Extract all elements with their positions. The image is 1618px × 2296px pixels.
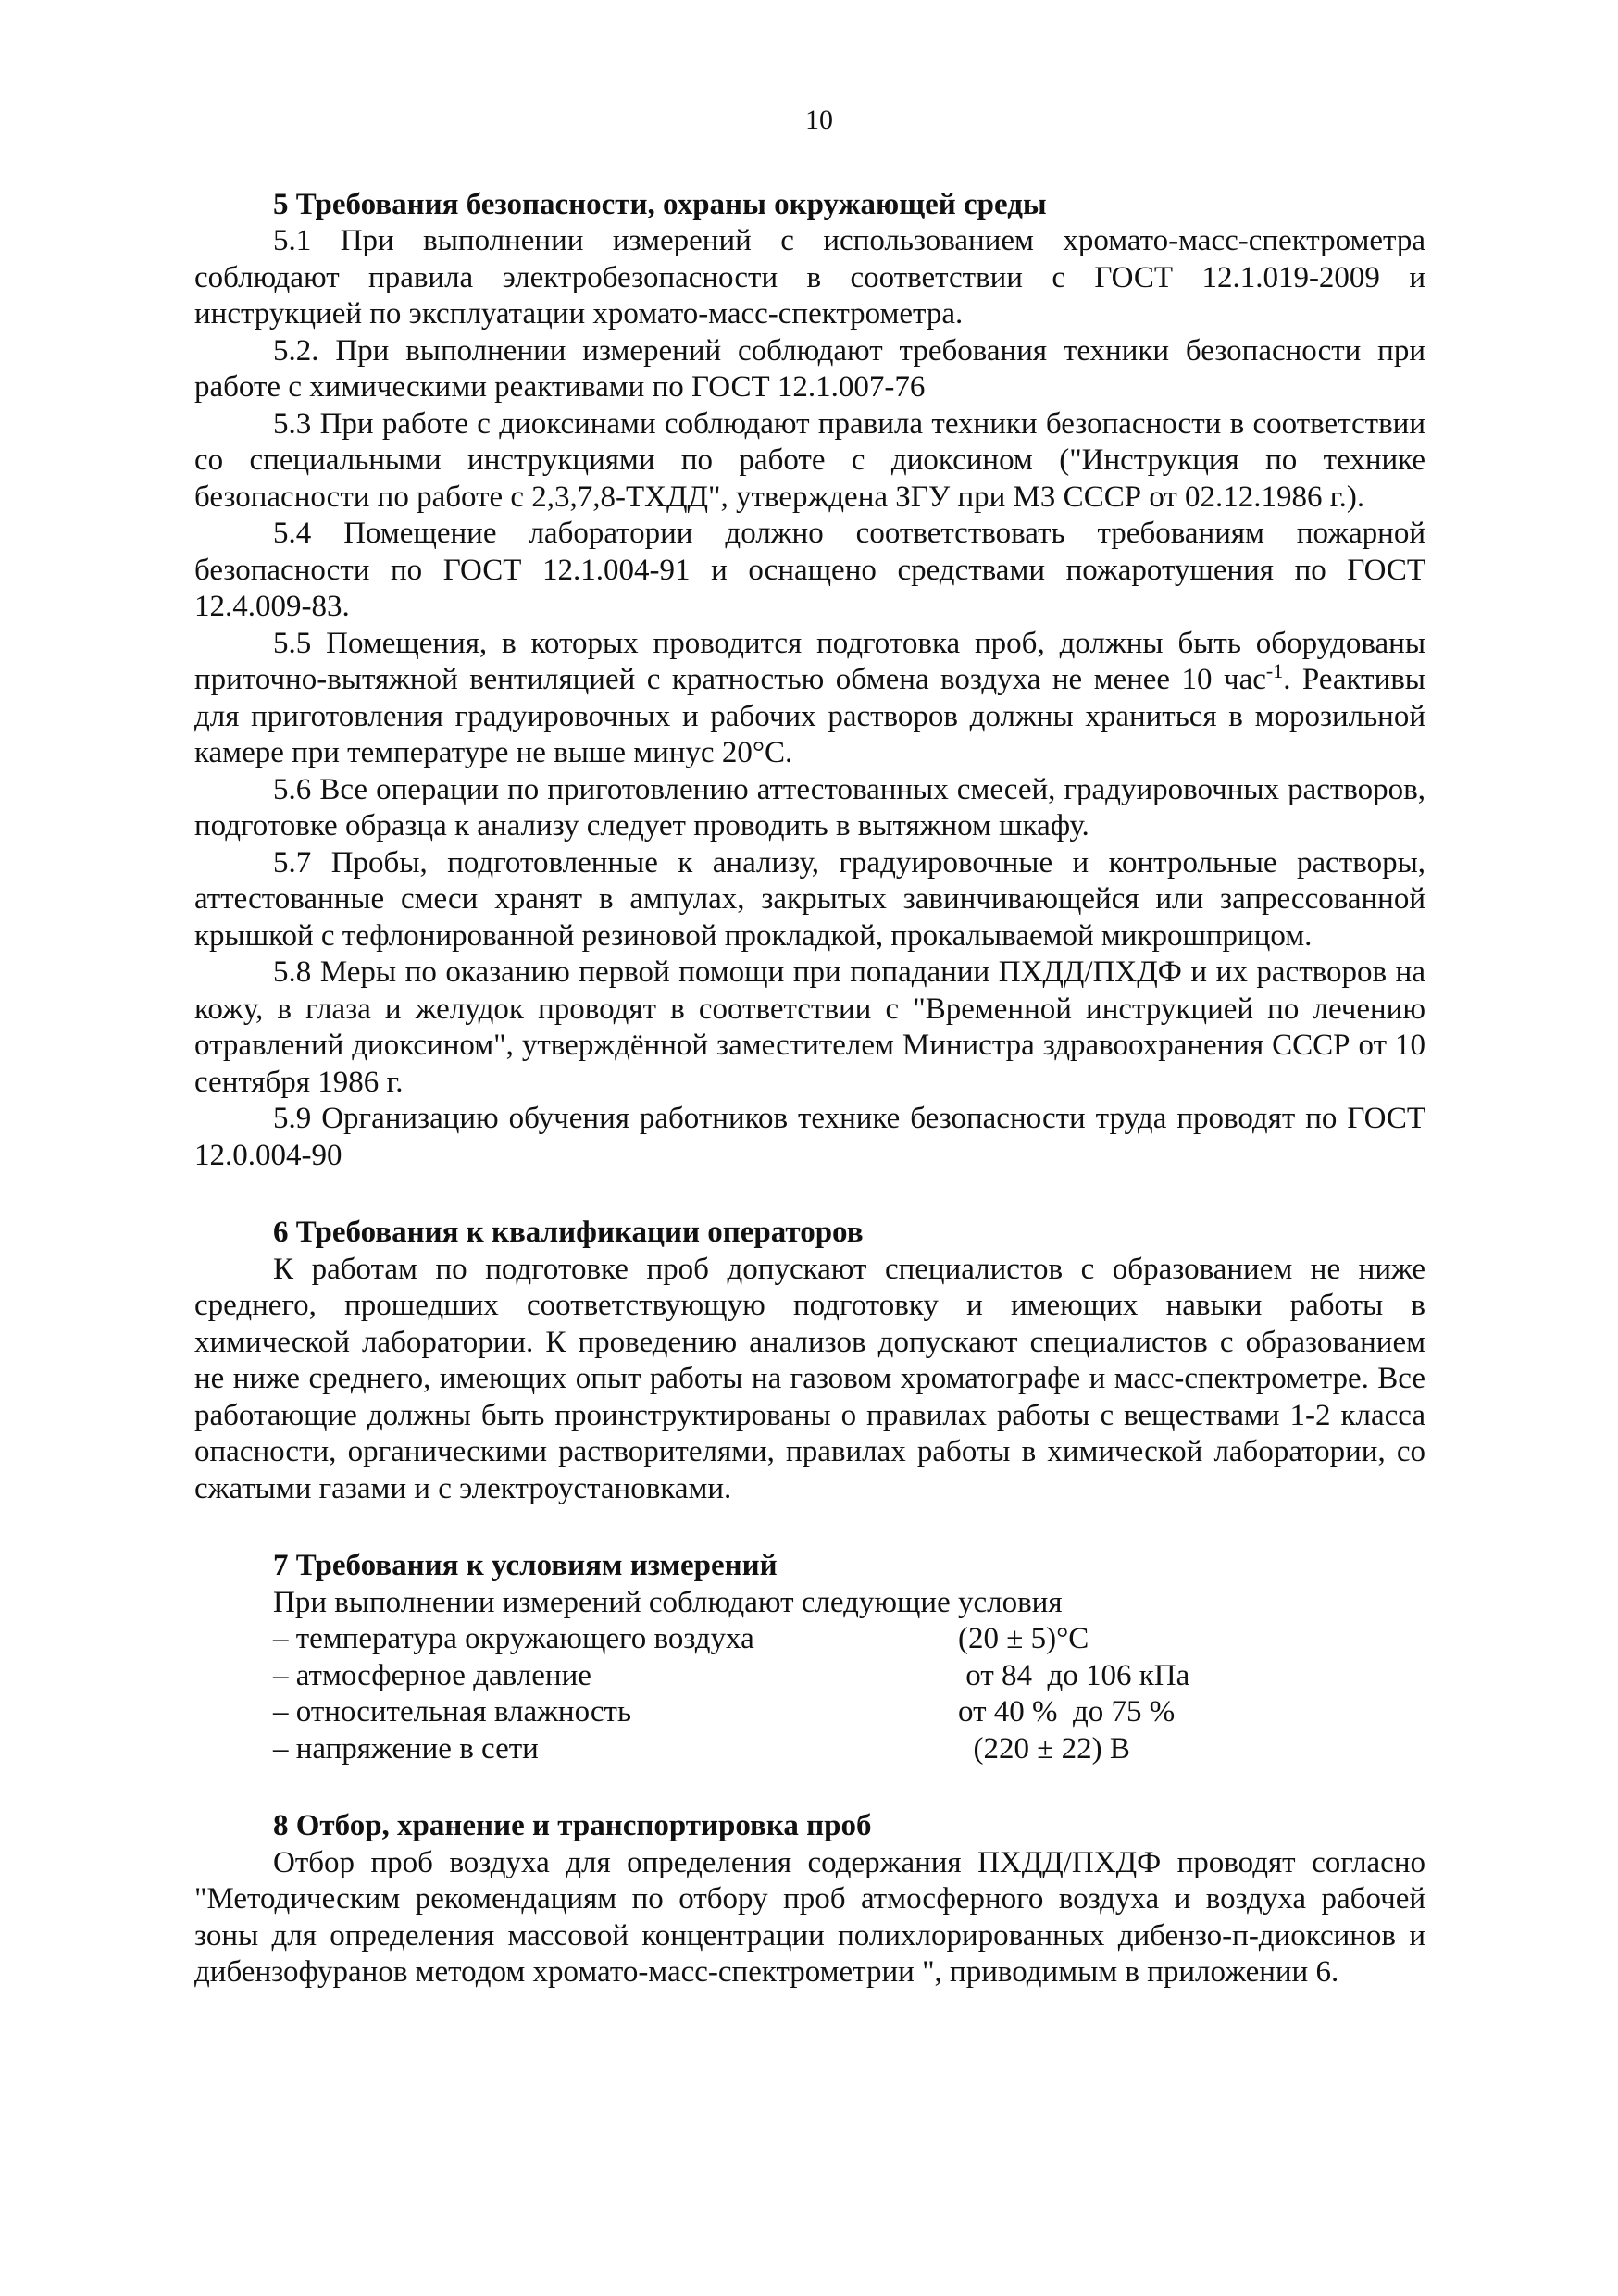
paragraph-5-8: 5.8 Меры по оказанию первой помощи при попадании ПХДД/ПХДФ и их растворов на кожу, в глаза и желудок проводят в соответствии с "Временной инструкцией по лечению отравлений диоксином", утверждённой заместителем Министра здравоохранения СССР от 10 сентября 1986 г. [194, 955, 1425, 1099]
condition-label: – атмосферное давление [273, 1658, 591, 1692]
section-7-heading: 7 Требования к условиям измерений [273, 1549, 778, 1582]
condition-label: – относительная влажность [273, 1695, 632, 1728]
paragraph-6: К работам по подготовке проб допускают специалистов с образованием не ниже среднего, прошедших соответствующую подготовку и имеющих навыки работы в химической лаборатории. К проведению анализов допускают специалистов с образованием не ниже среднего, имеющих опыт работы на газовом хроматографе и масс-спектрометре. Все работающие должны быть проинструктированы о правилах работы с веществами 1-2 класса опасности, органическими растворителями, правилах работы в химической лаборатории, со сжатыми газами и с электроустановками. [194, 1252, 1425, 1505]
condition-value: от 84 до 106 кПа [958, 1658, 1190, 1692]
section-6-qualification [194, 1215, 1425, 1507]
condition-value: от 40 % до 75 % [958, 1695, 1176, 1728]
paragraph-8: Отбор проб воздуха для определения содержания ПХДД/ПХДФ проводят согласно "Методическим рекомендациям по отбору проб атмосферного воздуха и воздуха рабочей зоны для определения массовой концентрации полихлорированных дибензо-п-диоксинов и дибензофуранов методом хромато-масс-спектрометрии ", приводимым в приложении 6. [194, 1845, 1425, 1989]
page-number: 10 [805, 105, 833, 135]
paragraph-5-5-text-after: . Реактивы для приготовления градуировочных и рабочих растворов должны храниться в морозильной камере при температуре не выше минус 20°С. [194, 663, 1425, 769]
section-8-heading: 8 Отбор, хранение и транспортировка проб [273, 1809, 872, 1842]
condition-label: – температура окружающего воздуха [273, 1622, 754, 1655]
paragraph-5-1: 5.1 При выполнении измерений с использованием хромато-масс-спектрометра соблюдают правила электробезопасности в соответствии с ГОСТ 12.1.019-2009 и инструкцией по эксплуатации хромато-масс-спектрометра. [194, 224, 1425, 331]
condition-row-pressure [194, 1658, 1425, 1695]
paragraph-5-3: 5.3 При работе с диоксинами соблюдают правила техники безопасности в соответствии со специальными инструкциями по работе с диоксином ("Инструкция по технике безопасности по работе с 2,3,7,8-ТХДД", утверждена ЗГУ при МЗ СССР от 02.12.1986 г.). [194, 406, 1425, 514]
paragraph-5-6: 5.6 Все операции по приготовлению аттестованных смесей, градуировочных растворов, подготовке образца к анализу следует проводить в вытяжном шкафу. [194, 772, 1425, 842]
condition-value: (220 ± 22) В [958, 1731, 1130, 1766]
condition-row-temperature [194, 1621, 1425, 1658]
condition-row-voltage [194, 1731, 1425, 1768]
conditions-intro: При выполнении измерений соблюдают следующие условия [273, 1585, 1063, 1619]
section-5-safety [194, 187, 1425, 1175]
paragraph-5-2: 5.2. При выполнении измерений соблюдают требования техники безопасности при работе с химическими реактивами по ГОСТ 12.1.007-76 [194, 333, 1425, 404]
section-8-sampling [194, 1808, 1425, 1991]
section-6-heading: 6 Требования к квалификации операторов [273, 1216, 864, 1249]
conditions-list [194, 1621, 1425, 1767]
condition-label: – напряжение в сети [273, 1731, 539, 1766]
paragraph-5-7: 5.7 Пробы, подготовленные к анализу, градуировочные и контрольные растворы, аттестованные смеси хранят в ампулах, закрытых завинчивающейся или запрессованной крышкой с тефлонированной резиновой прокладкой, прокалываемой микрошприцом. [194, 845, 1425, 953]
paragraph-5-9: 5.9 Организацию обучения работников технике безопасности труда проводят по ГОСТ 12.0.004-90 [194, 1102, 1425, 1172]
paragraph-5-4: 5.4 Помещение лаборатории должно соответствовать требованиям пожарной безопасности по ГОСТ 12.1.004-91 и оснащено средствами пожаротушения по ГОСТ 12.4.009-83. [194, 517, 1425, 623]
section-7-conditions [194, 1548, 1425, 1767]
paragraph-5-5-text-before: 5.5 Помещения, в которых проводится подготовка проб, должны быть оборудованы приточно-вытяжной вентиляцией с кратностью обмена воздуха не менее 10 час [194, 626, 1425, 696]
document-page [194, 102, 1425, 2032]
condition-row-humidity [194, 1694, 1425, 1731]
condition-value: (20 ± 5)°С [958, 1622, 1089, 1655]
section-5-heading: 5 Требования безопасности, охраны окружающей среды [273, 187, 1047, 221]
paragraph-5-5 [194, 626, 1425, 772]
paragraph-5-5-superscript: -1 [1265, 659, 1284, 682]
